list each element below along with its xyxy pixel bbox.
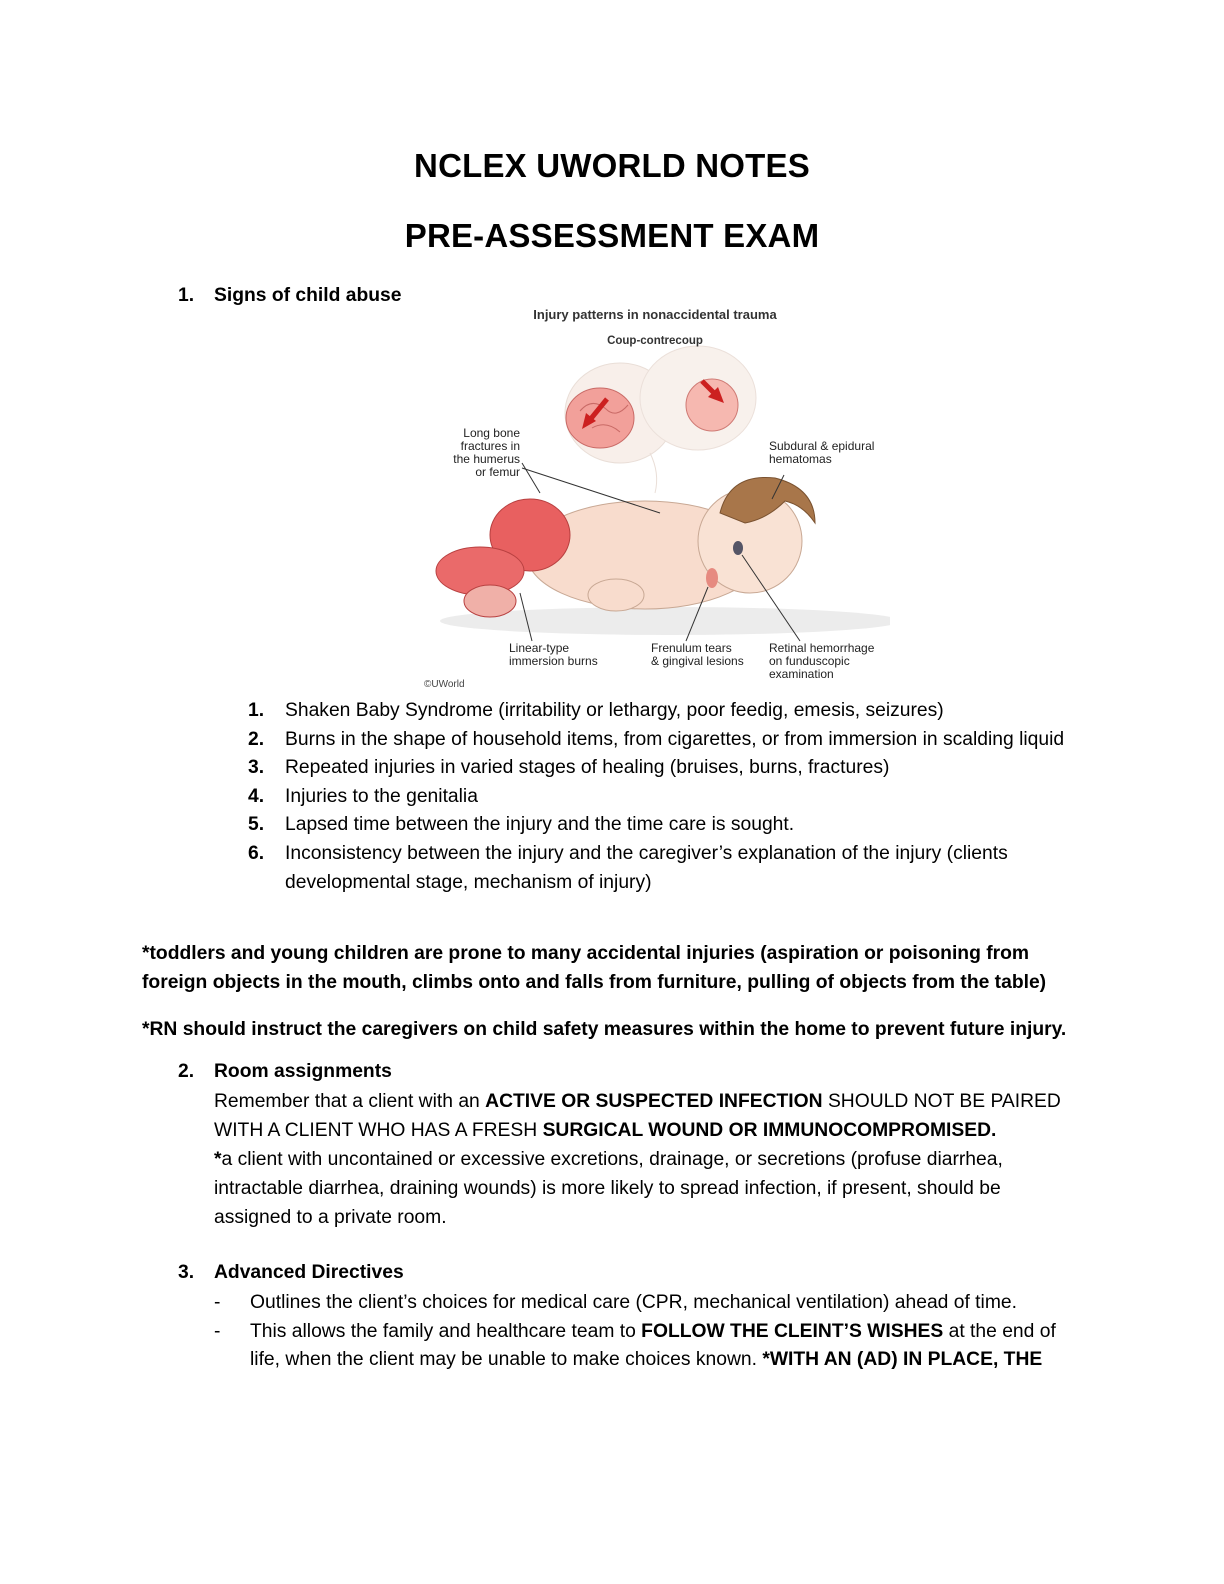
- list-item: 1. Shaken Baby Syndrome (irritability or lethargy, poor feedig, emesis, seizures): [248, 700, 944, 721]
- brain-left: [566, 388, 634, 448]
- section-3-title: Advanced Directives: [214, 1262, 404, 1283]
- section-2-number: 2.: [178, 1061, 195, 1082]
- label-frenulum: Frenulum tears & gingival lesions: [651, 641, 744, 668]
- list-item: - Outlines the client’s choices for medical care (CPR, mechanical ventilation) ahead of time.: [214, 1292, 1017, 1313]
- figure-subtitle: Coup-contrecoup: [607, 335, 703, 347]
- section-2-title: Room assignments: [214, 1061, 392, 1082]
- baby-eye: [733, 541, 743, 555]
- label-retinal: Retinal hemorrhage on funduscopic examination: [769, 641, 875, 681]
- baby-mouth: [706, 568, 718, 588]
- label-long-bone: Long bone fractures in the humerus or femur: [453, 426, 520, 479]
- list-item: 2. Burns in the shape of household items, from cigarettes, or from immersion in scalding liquid: [248, 728, 1065, 750]
- document-title: NCLEX UWORLD NOTES: [414, 147, 810, 184]
- figure-title: Injury patterns in nonaccidental trauma: [533, 307, 777, 322]
- baby-foot: [464, 585, 516, 617]
- figure-credit: ©UWorld: [424, 679, 465, 690]
- list-item: 6. Inconsistency between the injury and the caregiver’s explanation of the injury (clients developmental stage, mechanism of injury): [248, 842, 1008, 893]
- abuse-signs-list: [248, 697, 1068, 897]
- room-assignments-paragraph: Remember that a client with an ACTIVE OR SUSPECTED INFECTION SHOULD NOT BE PAIRED WITH A CLIENT WHO HAS A FRESH SURGICAL WOUND OR IMMUNOCOMPROMISED. *a client with uncontained or excessive excretions, drainage, or secretions (profuse diarrhea, intractable diarrhea, draining wounds) is more likely to spread infection, if present, should be assigned to a private room.: [214, 1091, 1061, 1228]
- injury-patterns-figure: [420, 303, 890, 693]
- list-item: 4. Injuries to the genitalia: [248, 785, 478, 807]
- section-3-heading: [178, 1259, 404, 1287]
- note-toddlers: *toddlers and young children are prone to many accidental injuries (aspiration or poisoning from foreign objects in the mouth, climbs onto and falls from furniture, pulling of objects from the table): [142, 943, 1047, 993]
- advanced-directives-list: [214, 1289, 1074, 1375]
- document-subtitle: PRE-ASSESSMENT EXAM: [404, 217, 820, 254]
- section-1-number: 1.: [178, 285, 195, 306]
- section-3-number: 3.: [178, 1262, 195, 1283]
- list-item: 5. Lapsed time between the injury and the time care is sought.: [248, 814, 795, 836]
- section-1-heading: [178, 282, 401, 310]
- list-item: - This allows the family and healthcare team to FOLLOW THE CLEINT’S WISHES at the end of life, when the client may be unable to make choices known. *WITH AN (AD) IN PLACE, THE: [214, 1320, 1056, 1371]
- note-rn-instruct: *RN should instruct the caregivers on child safety measures within the home to prevent future injury.: [142, 1019, 1067, 1040]
- baby-illustration: [420, 303, 890, 693]
- section-2-heading: [178, 1058, 392, 1086]
- list-item: 3. Repeated injuries in varied stages of healing (bruises, burns, fractures): [248, 757, 890, 779]
- brain-right: [686, 379, 738, 431]
- label-subdural: Subdural & epidural hematomas: [769, 439, 875, 466]
- section-1-title: Signs of child abuse: [214, 285, 402, 306]
- label-linear-burns: Linear-type immersion burns: [509, 641, 598, 668]
- baby-arm: [588, 579, 644, 611]
